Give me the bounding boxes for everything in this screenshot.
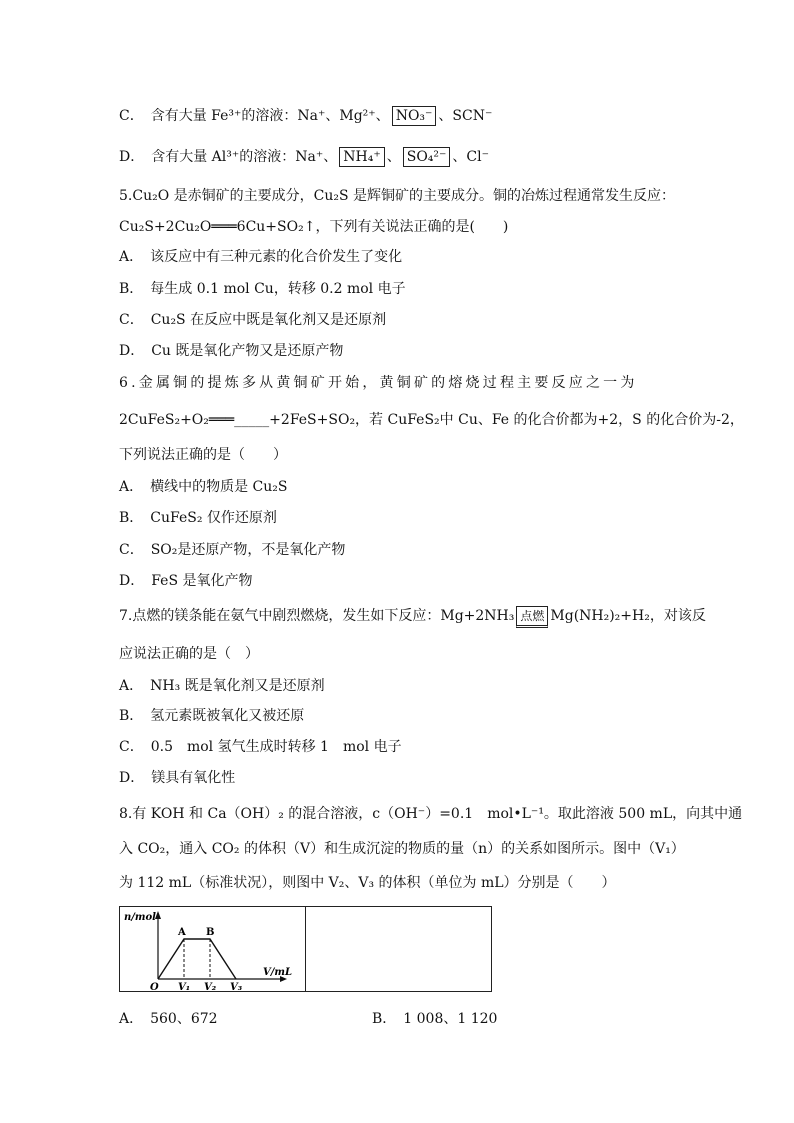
q7-stem-post: Mg(NH₂)₂+H₂，对该反 <box>550 608 706 624</box>
q5-option-c: C． Cu₂S 在反应中既是氧化剂又是还原剂 <box>119 312 387 328</box>
option-d-al: D． 含有大量 Al³⁺的溶液：Na⁺、 NH₄⁺ 、 SO₄²⁻ 、Cl⁻ <box>119 149 490 165</box>
boxed-ion-nh4: NH₄⁺ <box>339 147 384 167</box>
q6-option-c: C． SO₂是还原产物，不是氧化产物 <box>119 542 346 558</box>
point-a-label: A <box>178 927 186 938</box>
q6-option-a: A． 横线中的物质是 Cu₂S <box>119 479 288 495</box>
q8-stem-3: 为 112 mL（标准状况），则图中 V₂、V₃ 的体积（单位为 mL）分别是（ ） <box>119 875 616 891</box>
x-axis-label: V/mL <box>263 967 293 978</box>
q5-stem-1: 5.Cu₂O 是赤铜矿的主要成分，Cu₂S 是辉铜矿的主要成分。铜的冶炼过程通常发生反应： <box>119 188 676 204</box>
q7-option-d: D． 镁具有氧化性 <box>119 770 236 786</box>
option-c-fe <box>119 106 492 126</box>
y-axis-label: n/mol <box>124 912 156 923</box>
reaction-condition-ignite: 点燃 <box>516 606 548 628</box>
q6-option-b: B． CuFeS₂ 仅作还原剂 <box>119 510 277 526</box>
q7-option-b: B． 氢元素既被氧化又被还原 <box>119 708 305 724</box>
q7-stem-2: 应说法正确的是（ ） <box>119 646 259 662</box>
q5-stem-2: Cu₂S+2Cu₂O═══6Cu+SO₂↑，下列有关说法正确的是( ) <box>119 219 509 235</box>
q5-option-d: D． Cu 既是氧化产物又是还原产物 <box>119 343 344 359</box>
option-c-text: C． 含有大量 Fe³⁺的溶液：Na⁺、Mg²⁺、 <box>119 108 390 124</box>
q5-option-b: B． 每生成 0.1 mol Cu，转移 0.2 mol 电子 <box>119 281 406 297</box>
figure-frame <box>119 906 492 992</box>
option-c-tail: 、SCN⁻ <box>438 108 493 124</box>
q8-stem-2: 入 CO₂，通入 CO₂ 的体积（V）和生成沉淀的物质的量（n）的关系如图所示。图中（V₁） <box>119 841 685 857</box>
point-b-label: B <box>206 927 215 938</box>
q6-stem-1: 6.金属铜的提炼多从黄铜矿开始，黄铜矿的熔烧过程主要反应之一为 <box>119 375 638 391</box>
boxed-ion-no3: NO₃⁻ <box>392 106 437 126</box>
v3-tick-label: V₃ <box>230 982 243 991</box>
q7-stem-pre: 7.点燃的镁条能在氨气中剧烈燃烧，发生如下反应：Mg+2NH₃ <box>119 608 515 624</box>
figure-divider <box>305 907 306 991</box>
q6-stem-3: 下列说法正确的是（ ） <box>119 447 287 463</box>
q8-stem-1: 8.有 KOH 和 Ca（OH）₂ 的混合溶液，c（OH⁻）=0.1 mol•L⁻¹。取此溶液 500 mL，向其中通 <box>119 806 743 822</box>
q7-option-c: C． 0.5 mol 氢气生成时转移 1 mol 电子 <box>119 739 402 755</box>
precipitate-graph <box>120 907 305 991</box>
v2-tick-label: V₂ <box>204 982 217 991</box>
option-d-tail: 、Cl⁻ <box>452 149 490 165</box>
q7-stem-1 <box>119 606 706 628</box>
q7-option-a: A． NH₃ 既是氧化剂又是还原剂 <box>119 678 325 694</box>
answer-option-a: A． 560、672 <box>119 1011 218 1027</box>
q6-stem-2: 2CuFeS₂+O₂═══_____+2FeS+SO₂，若 CuFeS₂中 Cu、Fe 的化合价都为+2，S 的化合价为-2， <box>119 412 744 428</box>
precipitate-curve <box>158 939 236 979</box>
option-d-text: D． 含有大量 Al³⁺的溶液：Na⁺、 <box>119 149 338 165</box>
v1-tick-label: V₁ <box>178 982 191 991</box>
boxed-ion-so4: SO₄²⁻ <box>403 147 451 167</box>
q6-option-d: D． FeS 是氧化产物 <box>119 573 253 589</box>
answer-option-b: B． 1 008、1 120 <box>372 1011 498 1027</box>
q5-option-a: A． 该反应中有三种元素的化合价发生了变化 <box>119 249 403 265</box>
origin-label: O <box>150 982 159 991</box>
